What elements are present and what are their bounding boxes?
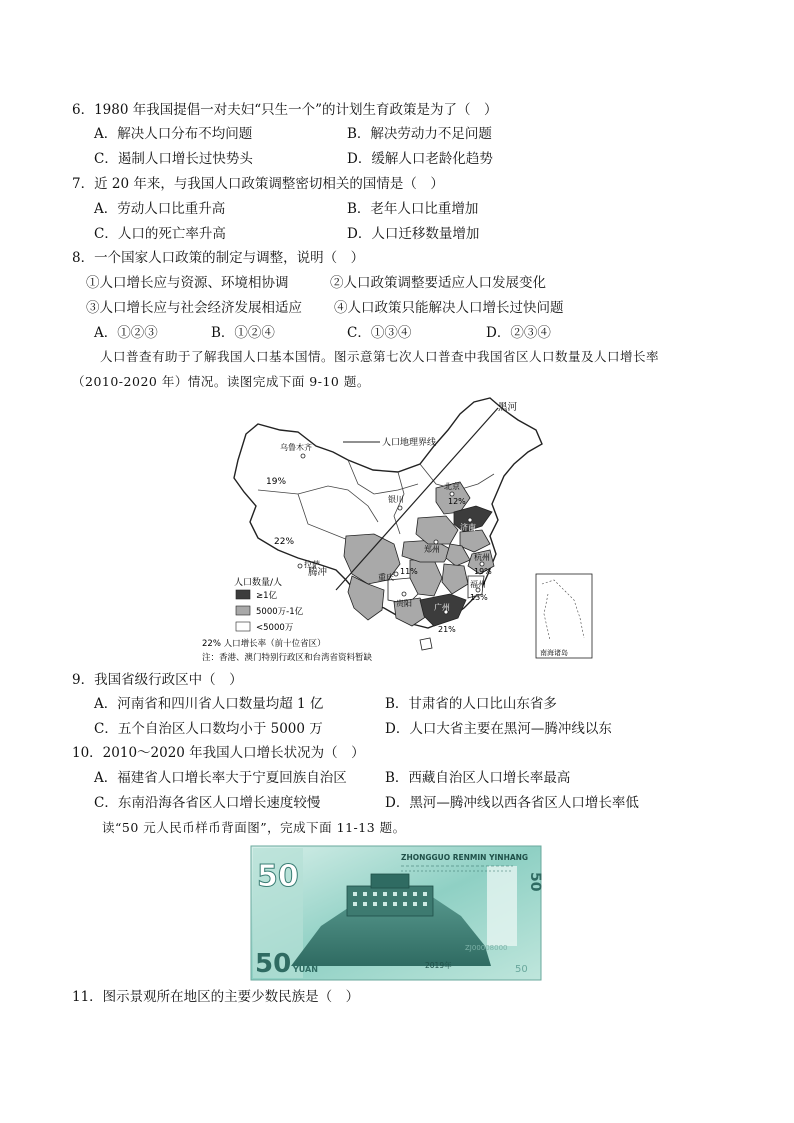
banknote-serial: ZJ00008000 [465,944,508,952]
q9-option-c: C．五个自治区人口数均小于 5000 万 [94,721,323,737]
city-zhengzhou: 郑州 [424,545,440,554]
q9-option-a: A．河南省和四川省人口数量均超 1 亿 [94,696,324,712]
q10-option-b: B．西藏自治区人口增长率最高 [385,770,571,786]
q7-option-c: C．人口的死亡率升高 [94,226,226,242]
city-chongqing: 重庆 [378,573,394,582]
inset-box [536,574,592,658]
intro-9-10-line2: （2010-2020 年）情况。读图完成下面 9-10 题。 [72,374,370,389]
q8-option-b: B．①②④ [211,325,275,341]
banknote-corner-value: 50 [515,964,528,975]
rate-guangdong: 21% [438,625,456,634]
q9-option-b: B．甘肃省的人口比山东省多 [385,696,557,712]
legend-item-2: 5000万-1亿 [256,607,304,617]
q7-option-b: B．老年人口比重增加 [347,201,479,217]
q6-option-b: B．解决劳动力不足问题 [347,126,492,142]
intro-11-13: 读“50 元人民币样币背面图”，完成下面 11-13 题。 [102,820,406,835]
map-note: 注：香港、澳门特别行政区和台湾省资料暂缺 [202,653,373,663]
q8-statement-2: ②人口政策调整要适应人口发展变化 [330,275,546,291]
q6-option-a: A．解决人口分布不均问题 [94,126,253,142]
inset-label: 南海诸岛 [540,649,568,657]
rate-beijing: 12% [448,497,466,506]
q9-stem: 9．我国省级行政区中（ ） [72,672,243,688]
q10-option-a: A．福建省人口增长率大于宁夏回族自治区 [94,770,347,786]
banknote-unit: YUAN [293,965,318,974]
population-map [198,394,598,666]
rate-fujian: 13% [470,593,488,602]
q8-stem: 8．一个国家人口政策的制定与调整，说明（ ） [72,250,365,266]
q6-option-c: C．遏制人口增长过快势头 [94,151,253,167]
q7-option-d: D．人口迁移数量增加 [347,226,480,242]
city-guiyang: 贵阳 [396,599,412,608]
label-geo-line: 人口地理界线 [382,438,437,448]
legend-swatch-medium [236,606,250,615]
banknote-value-top: 50 [257,859,299,894]
q8-statement-1: ①人口增长应与资源、环境相协调 [86,275,289,291]
banknote-value-bottom: 50 [255,949,292,979]
q10-stem: 10．2010～2020 年我国人口增长状况为（ ） [72,745,365,761]
legend-item-1: ≥1亿 [256,591,278,601]
city-lhasa: 拉萨 [304,560,320,569]
q8-option-c: C．①③④ [347,325,412,341]
city-beijing: 北京 [444,482,460,491]
label-heihe: 黑河 [498,402,518,413]
q6-option-d: D．缓解人口老龄化趋势 [347,151,493,167]
q8-statement-4: ④人口政策只能解决人口增长过快问题 [334,300,564,316]
q11-stem: 11．图示景观所在地区的主要少数民族是（ ） [72,989,360,1005]
legend-swatch-light [236,622,250,631]
q7-option-a: A．劳动人口比重升高 [94,201,226,217]
rate-chongqing: 11% [400,567,418,576]
intro-9-10-line1: 人口普查有助于了解我国人口基本国情。图示意第七次人口普查中我国省区人口数量及人口增长率 [100,349,660,364]
banknote-side-value: 50 [527,872,543,892]
q8-option-d: D．②③④ [486,325,551,341]
rate-xinjiang: 19% [266,477,287,487]
city-hangzhou: 杭州 [474,553,490,562]
legend-rate-note: 22% 人口增长率（前十位省区） [202,639,326,649]
q7-stem: 7．近 20 年来，与我国人口政策调整密切相关的国情是（ ） [72,176,444,192]
q8-option-a: A．①②③ [94,325,158,341]
q6-stem: 6．1980 年我国提倡一对夫妇“只生一个”的计划生育政策是为了（ ） [72,102,498,118]
label-tengchong: 腾冲 [308,567,328,578]
legend-title: 人口数量/人 [234,578,283,588]
legend-item-3: <5000万 [256,623,294,633]
city-yinchuan: 银川 [388,495,404,504]
potala-palace [347,886,433,916]
city-jinan: 济南 [460,523,476,532]
q9-option-d: D．人口大省主要在黑河—腾冲线以东 [385,721,612,737]
city-urumqi: 乌鲁木齐 [280,443,312,452]
rate-tibet: 22% [274,537,295,547]
city-fuzhou: 福州 [470,580,486,589]
banknote-50-yuan [251,846,541,980]
q10-option-d: D．黑河—腾冲线以西各省区人口增长率低 [385,795,639,811]
legend-swatch-dark [236,590,250,599]
banknote-top-text: ZHONGGUO RENMIN YINHANG [401,853,529,862]
banknote-year: 2019年 [425,961,452,970]
rate-zhejiang: 19% [474,567,492,576]
city-guangzhou: 广州 [434,603,450,612]
q10-option-c: C．东南沿海各省区人口增长速度较慢 [94,795,321,811]
q8-statement-3: ③人口增长应与社会经济发展相适应 [86,300,302,316]
